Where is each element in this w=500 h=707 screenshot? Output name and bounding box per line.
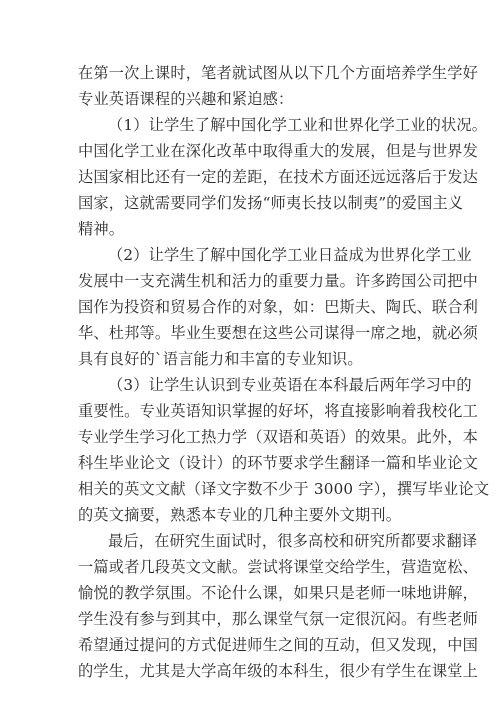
text-line: 科生毕业论文（设计）的环节要求学生翻译一篇和毕业论文	[78, 454, 479, 472]
text-line: 华、杜邦等。毕业生要想在这些公司谋得一席之地，就必须	[78, 324, 479, 342]
text-line: 希望通过提问的方式促进师生之间的互动，但又发现，中国	[78, 636, 479, 654]
text-line: 在第一次上课时，笔者就试图从以下几个方面培养学生学好	[78, 64, 479, 82]
text-line: 达国家相比还有一定的差距，在技术方面还远远落后于发达	[78, 168, 479, 186]
text-line: 一篇或者几段英文文献。尝试将课堂交给学生，营造宽松、	[78, 558, 479, 576]
text-line: 精神。	[78, 220, 125, 238]
text-line: 中国化学工业在深化改革中取得重大的发展，但是与世界发	[78, 142, 479, 160]
text-line: 最后，在研究生面试时，很多高校和研究所都要求翻译	[108, 532, 478, 550]
text-line: 相关的英文文献（译文字数不少于 3000 字），撰写毕业论文	[78, 480, 490, 498]
text-line: 的英文摘要，熟悉本专业的几种主要外文期刊。	[78, 506, 402, 524]
paragraph-intro	[78, 60, 479, 112]
text-line: 愉悦的教学氛围。不论什么课，如果只是老师一味地讲解，	[78, 584, 479, 602]
text-line: 专业英语课程的兴趣和紧迫感：	[78, 90, 294, 108]
paragraph-point-1	[78, 112, 488, 242]
text-line: （3）让学生认识到专业英语在本科最后两年学习中的	[108, 376, 472, 394]
document-body	[78, 60, 490, 684]
text-line: 国家，这就需要同学们发扬“师夷长技以制夷”的爱国主义	[78, 194, 464, 212]
text-line: （2）让学生了解中国化学工业日益成为世界化学工业	[108, 246, 472, 264]
text-line: 重要性。专业英语知识掌握的好坏，将直接影响着我校化工	[78, 402, 479, 420]
text-line: 的学生，尤其是大学高年级的本科生，很少有学生在课堂上	[78, 662, 479, 680]
text-line: （1）让学生了解中国化学工业和世界化学工业的状况。	[108, 116, 488, 134]
text-line: 发展中一支充满生机和活力的重要力量。许多跨国公司把中	[78, 272, 479, 290]
text-line: 具有良好的`语言能力和丰富的专业知识。	[78, 350, 363, 368]
paragraph-final	[78, 528, 479, 684]
paragraph-point-3	[78, 372, 490, 528]
text-line: 学生没有参与到其中，那么课堂气氛一定很沉闷。有些老师	[78, 610, 479, 628]
paragraph-point-2	[78, 242, 479, 372]
text-line: 专业学生学习化工热力学（双语和英语）的效果。此外，本	[78, 428, 479, 446]
text-line: 国作为投资和贸易合作的对象，如：巴斯夫、陶氏、联合利	[78, 298, 479, 316]
